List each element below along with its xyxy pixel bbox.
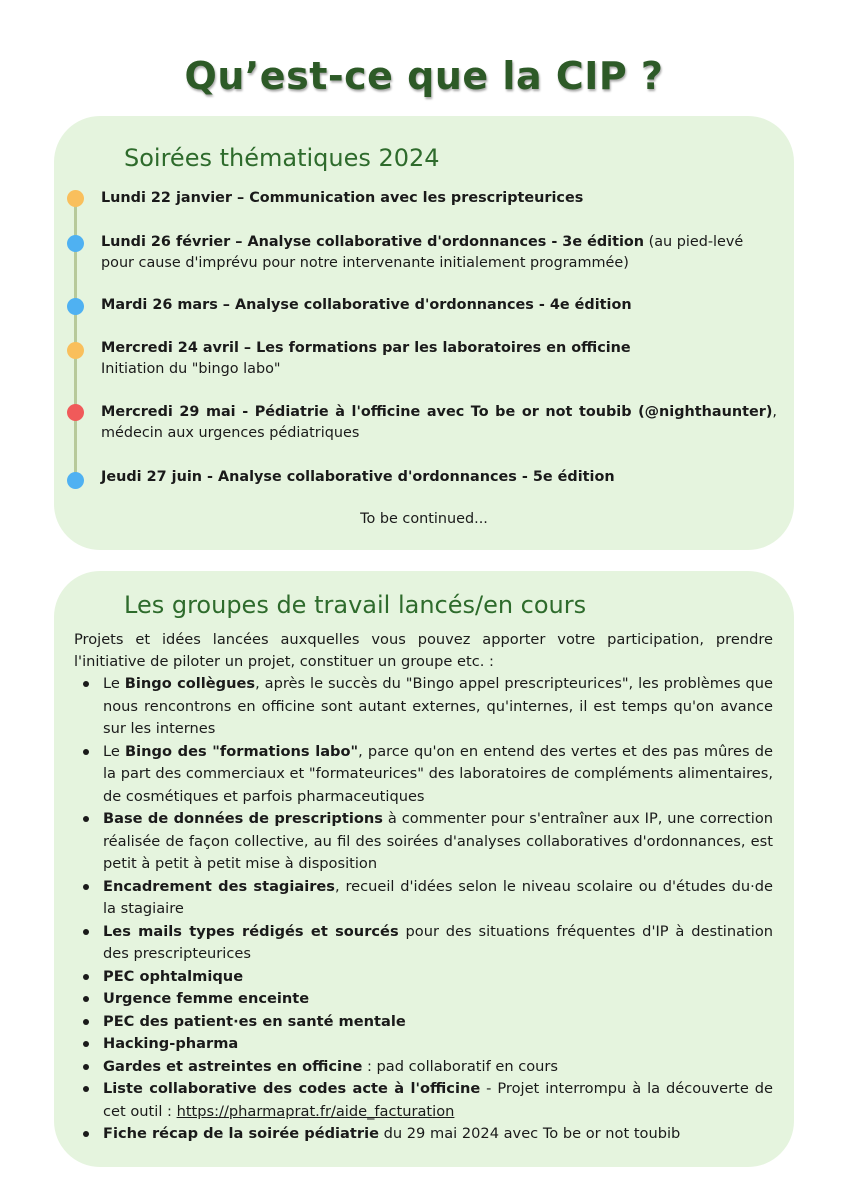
list-item: Hacking-pharma [74,1033,773,1056]
list-item: Le Bingo des "formations labo", parce qu'on en entend des vertes et des pas mûres de la part des commerciaux et "formateurices" des laboratoires de compléments alimentaires, de cosmétiques et parfois pharmaceutiques [74,741,773,809]
event-title: Mardi 26 mars – Analyse collaborative d'ordonnances - 4e édition [101,297,632,313]
event-item [101,232,777,274]
event-detail: , médecin aux urgences pédiatriques [101,404,777,441]
page-title: Qu’est-ce que la CIP ? [184,54,664,98]
groups-list [74,673,773,1146]
event-title: Mercredi 24 avril – Les formations par les laboratoires en officine [101,340,631,356]
event-title: Lundi 26 février – Analyse collaborative d'ordonnances - 3e édition [101,234,645,250]
timeline-dot [67,342,84,359]
list-item: PEC des patient·es en santé mentale [74,1011,773,1034]
event-title: Jeudi 27 juin - Analyse collaborative d'ordonnances - 5e édition [101,469,615,485]
timeline-dot [67,472,84,489]
events-title: Soirées thématiques 2024 [124,144,440,172]
list-item: Urgence femme enceinte [74,988,773,1011]
list-item: Gardes et astreintes en officine : pad collaboratif en cours [74,1056,773,1079]
event-detail: Initiation du "bingo labo" [101,361,281,377]
event-item [101,402,777,444]
list-item: Liste collaborative des codes acte à l'officine - Projet interrompu à la découverte de cet outil : https://pharmaprat.fr/aide_facturation [74,1078,773,1123]
groups-intro: Projets et idées lancées auxquelles vous pouvez apporter votre participation, prendre l'initiative de piloter un projet, constituer un groupe etc. : [74,631,773,670]
events-card [54,116,794,550]
list-item: Base de données de prescriptions à commenter pour s'entraîner aux IP, une correction réalisée de façon collective, au fil des soirées d'analyses collaboratives d'ordonnances, est petit à petit à petit mise à disposition [74,808,773,876]
event-title: Mercredi 29 mai - Pédiatrie à l'officine avec To be or not toubib (@nighthaunter) [101,404,773,420]
list-item: Le Bingo collègues, après le succès du "Bingo appel prescripteurices", les problèmes que nous rencontrons en officine sont autant externes, qu'internes, il est temps qu'on avance sur les internes [74,673,773,741]
groups-card [54,571,794,1167]
list-item: PEC ophtalmique [74,966,773,989]
groups-title: Les groupes de travail lancés/en cours [124,591,587,619]
event-item [101,338,777,380]
timeline-dot [67,298,84,315]
event-item [101,467,777,488]
timeline-dot [67,235,84,252]
event-item [101,295,777,316]
timeline-dot [67,404,84,421]
list-item: Fiche récap de la soirée pédiatrie du 29 mai 2024 avec To be or not toubib [74,1123,773,1146]
timeline-dot [67,190,84,207]
pharmaprat-link[interactable]: https://pharmaprat.fr/aide_facturation [176,1102,455,1120]
event-item [101,188,777,209]
event-detail: (au pied-levé pour cause d'imprévu pour notre intervenante initialement programmée) [101,234,744,271]
to-be-continued: To be continued... [360,511,488,527]
list-item: Encadrement des stagiaires, recueil d'idées selon le niveau scolaire ou d'études du·de la stagiaire [74,876,773,921]
event-title: Lundi 22 janvier – Communication avec les prescripteurices [101,190,584,206]
list-item: Les mails types rédigés et sourcés pour des situations fréquentes d'IP à destination des prescripteurices [74,921,773,966]
